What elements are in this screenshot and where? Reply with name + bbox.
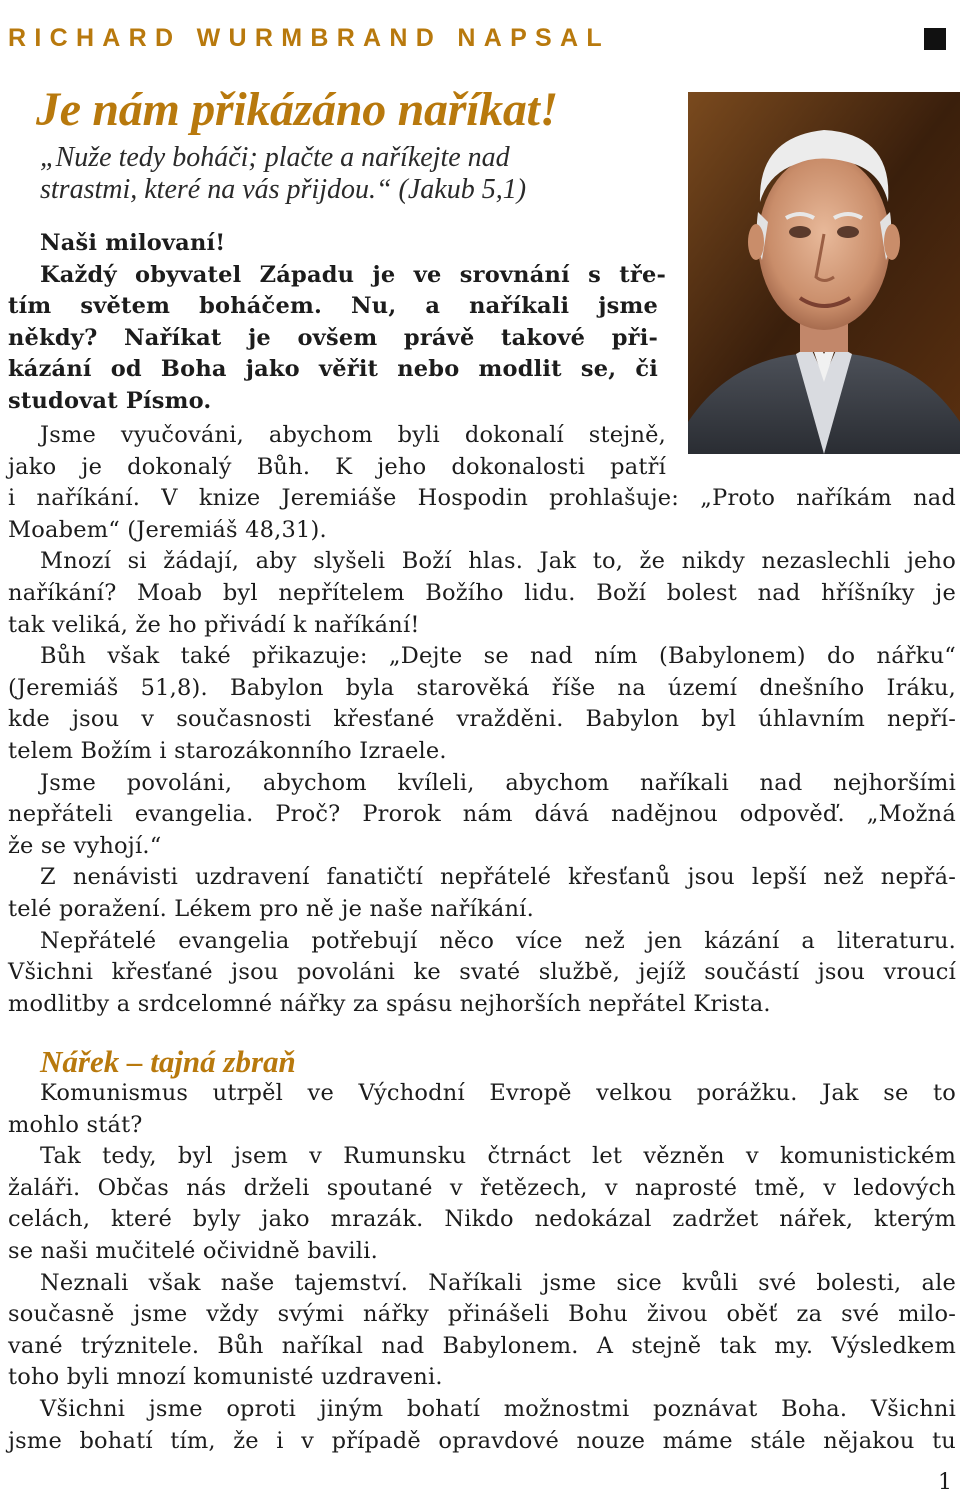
text-line: jsme bohatí tím, že i v případě opravdové nouze máme stále nějakou tu (8, 1427, 956, 1454)
text-line: modlitby a srdcelomné nářky za spásu nejhorších nepřátel Krista. (8, 990, 771, 1017)
epigraph-line: strastmi, které na vás přijdou.“ (Jakub 5,1) (40, 174, 527, 205)
section-subheading: Nářek – tajná zbraň (40, 1044, 296, 1079)
text-line: současně jsme vždy svými nářky přinášeli Bohu živou oběť za své milo- (8, 1301, 956, 1328)
text-line: někdy? Naříkat je ovšem právě takové při- (8, 324, 658, 351)
text-line: tak veliká, že ho přivádí k naříkání! (8, 611, 420, 638)
text-line: telé poražení. Lékem pro ně je naše naříkání. (8, 895, 534, 922)
text-line: jako je dokonalý Bůh. K jeho dokonalosti patří (8, 453, 666, 480)
text-line: studovat Písmo. (8, 387, 212, 414)
text-line: celách, které byly jako mrazák. Nikdo nedokázal zadržet nářek, kterým (8, 1206, 956, 1233)
text-line: Mnozí si žádají, aby slyšeli Boží hlas. Jak to, že nikdy nezaslechli jeho (40, 548, 956, 575)
text-line: Všichni křesťané jsou povoláni ke svaté službě, jejíž součástí jsou vroucí (8, 959, 956, 986)
text-line: žaláři. Občas nás drželi spoutané v řetězech, v naprosté tmě, v ledových (8, 1174, 956, 1201)
text-line: kázání od Boha jako věřit nebo modlit se, či (8, 356, 658, 383)
text-line: Naši milovaní! (40, 230, 226, 256)
article-title: Je nám přikázáno naříkat! (36, 83, 558, 136)
text-line: Komunismus utrpěl ve Východní Evropě velkou porážku. Jak se to (40, 1080, 956, 1106)
text-line: i naříkání. V knize Jeremiáše Hospodin prohlašuje: „Proto naříkám nad (8, 485, 956, 512)
text-line: toho byli mnozí komunisté uzdraveni. (8, 1364, 443, 1391)
text-line: (Jeremiáš 51,8). Babylon byla starověká říše na území dnešního Iráku, (8, 674, 956, 701)
text-line: kde jsou v současnosti křesťané vražděni. Babylon byl úhlavním nepří- (8, 706, 956, 733)
epigraph (40, 142, 640, 206)
square-marker-icon (924, 28, 946, 50)
text-line: vané trýznitele. Bůh naříkal nad Babylonem. A stejně tak my. Výsledkem (8, 1332, 956, 1359)
text-line: se naši mučitelé očividně bavili. (8, 1237, 378, 1264)
text-line: naříkání? Moab byl nepřítelem Božího lidu. Boží bolest nad hříšníky je (8, 579, 956, 606)
author-header: RICHARD WURMBRAND NAPSAL (8, 24, 610, 52)
body-text-2 (8, 1078, 956, 1457)
text-line: Neznali však naše tajemství. Naříkali jsme sice kvůli své bolesti, ale (40, 1269, 956, 1296)
text-line: Moabem“ (Jeremiáš 48,31). (8, 516, 327, 543)
text-line: že se vyhojí.“ (8, 832, 162, 859)
text-line: Z nenávisti uzdravení fanatičtí nepřátelé křesťanů jsou lepší než nepřá- (40, 864, 956, 891)
text-line: Nepřátelé evangelia potřebují něco více než jen kázání a literaturu. (40, 927, 956, 954)
text-line: Každý obyvatel Západu je ve srovnání s tře- (40, 261, 666, 288)
text-line: Bůh však také přikazuje: „Dejte se nad ním (Babylonem) do nářku“ (40, 643, 956, 670)
epigraph-line: „Nuže tedy boháči; plačte a naříkejte nad (40, 142, 510, 173)
text-line: telem Božím i starozákonního Izraele. (8, 737, 447, 764)
text-line: Všichni jsme oproti jiným bohatí možnostmi poznávat Boha. Všichni (40, 1395, 956, 1422)
text-line: Jsme vyučováni, abychom byli dokonalí stejně, (40, 422, 666, 448)
page-number: 1 (938, 1470, 952, 1495)
text-line: tím světem boháčem. Nu, a naříkali jsme (8, 293, 658, 320)
text-line: mohlo stát? (8, 1111, 143, 1138)
intro-bold-text (8, 228, 956, 418)
text-line: nepřáteli evangelia. Proč? Prorok nám dává nadějnou odpověď. „Možná (8, 801, 956, 828)
body-text-1 (8, 420, 956, 1020)
text-line: Jsme povoláni, abychom kvíleli, abychom naříkali nad nejhoršími (40, 769, 956, 796)
text-line: Tak tedy, byl jsem v Rumunsku čtrnáct let vězněn v komunistickém (40, 1143, 956, 1170)
